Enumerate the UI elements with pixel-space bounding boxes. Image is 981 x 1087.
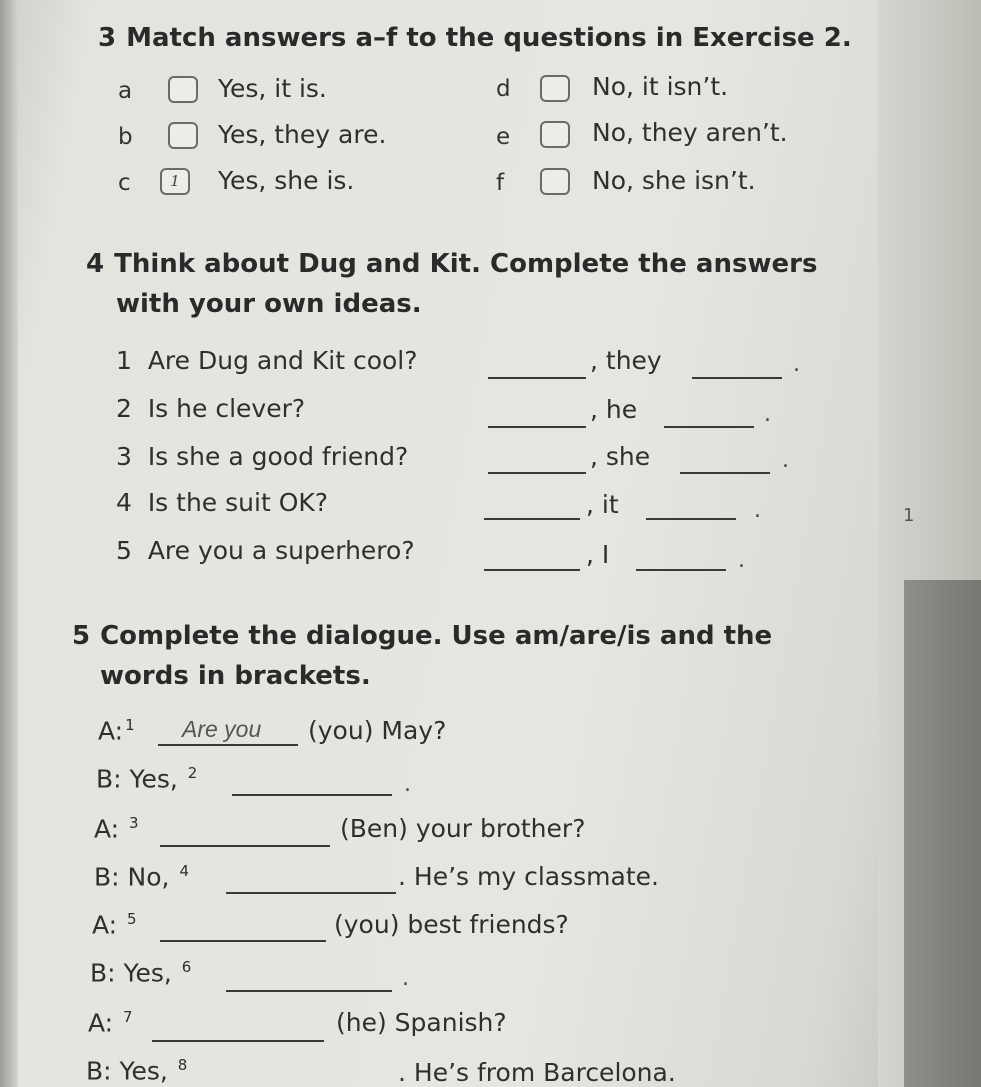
answer-blank[interactable] [160, 845, 330, 847]
exercise-instruction: Think about Dug and Kit. Complete the answers [114, 249, 818, 279]
full-stop: . [404, 772, 411, 797]
answer-blank[interactable] [226, 990, 392, 992]
speaker-label: A: $^5$ [92, 910, 137, 940]
answer-blank[interactable] [636, 569, 726, 571]
answer-text: No, they aren’t. [592, 118, 788, 147]
speaker-label: B: Yes, $^6$ [90, 958, 192, 988]
exercise-5-title-line2: words in brackets. [100, 661, 371, 691]
answer-blank[interactable] [484, 518, 580, 520]
question-text: 3 Is she a good friend? [116, 442, 409, 471]
answer-blank[interactable] [692, 377, 782, 379]
item-letter: c [118, 170, 131, 196]
question-text: 1 Are Dug and Kit cool? [116, 346, 418, 375]
prompt-text: (you) best friends? [334, 910, 569, 939]
answer-box[interactable]: 1 [160, 168, 190, 195]
answer-box[interactable] [540, 121, 570, 148]
speaker-label: B: Yes, $^8$ [86, 1056, 188, 1086]
speaker-label: B: No, $^4$ [94, 862, 189, 892]
full-stop: . [754, 498, 761, 523]
prompt-text: (you) May? [308, 716, 447, 745]
speaker-label: A: $^7$ [88, 1008, 133, 1038]
exercise-instruction: Match answers a–f to the questions in Exercise 2. [126, 23, 852, 53]
full-stop: . [793, 352, 800, 377]
exercise-4-title-line2: with your own ideas. [116, 289, 422, 319]
full-stop: . [402, 966, 409, 991]
margin-mark: 1 [903, 505, 915, 526]
exercise-3-title [98, 20, 852, 56]
page-shadow-left [0, 0, 18, 1087]
full-stop: . [764, 402, 771, 427]
answer-blank[interactable] [226, 892, 396, 894]
exercise-number: 3 [98, 23, 117, 53]
answer-blank[interactable] [488, 426, 586, 428]
answer-box[interactable] [540, 168, 570, 195]
prompt-text: (he) Spanish? [336, 1008, 507, 1037]
answer-blank[interactable] [484, 569, 580, 571]
answer-blank[interactable] [488, 377, 586, 379]
answer-text: No, it isn’t. [592, 72, 729, 101]
answer-blank[interactable] [488, 472, 586, 474]
answer-blank[interactable] [160, 940, 326, 942]
pronoun-text: , I [586, 540, 610, 569]
answer-text: Yes, she is. [218, 166, 355, 195]
pronoun-text: , it [586, 490, 619, 519]
exercise-4-title [86, 246, 817, 282]
adjacent-page-edge [878, 0, 981, 1087]
speaker-label: A: $^1$ [98, 716, 135, 746]
answer-box[interactable] [168, 76, 198, 103]
answer-box[interactable] [168, 122, 198, 149]
answer-blank[interactable] [158, 744, 298, 746]
question-text: 5 Are you a superhero? [116, 536, 415, 565]
speaker-label: A: $^3$ [94, 814, 139, 844]
answer-blank[interactable] [152, 1040, 324, 1042]
answer-blank[interactable] [232, 794, 392, 796]
item-letter: f [496, 170, 505, 196]
prompt-text: (Ben) your brother? [340, 814, 586, 843]
item-letter: e [496, 124, 511, 150]
answer-text: Yes, they are. [218, 120, 387, 149]
full-stop: . [738, 548, 745, 573]
full-stop: . [782, 448, 789, 473]
item-letter: a [118, 78, 133, 104]
pronoun-text: , she [590, 442, 651, 471]
exercise-instruction: Complete the dialogue. Use am/are/is and the [100, 621, 773, 651]
item-letter: b [118, 124, 133, 150]
pronoun-text: , he [590, 395, 638, 424]
answer-blank[interactable] [680, 472, 770, 474]
pronoun-text: , they [590, 346, 662, 375]
question-text: 2 Is he clever? [116, 394, 306, 423]
item-letter: d [496, 76, 511, 102]
exercise-number: 4 [86, 249, 105, 279]
answer-box[interactable] [540, 75, 570, 102]
speaker-label: B: Yes, $^2$ [96, 764, 198, 794]
answer-blank[interactable] [646, 518, 736, 520]
answer-text: No, she isn’t. [592, 166, 756, 195]
prompt-text: . He’s from Barcelona. [398, 1058, 676, 1087]
answer-blank[interactable] [664, 426, 754, 428]
exercise-5-title [72, 618, 772, 654]
exercise-number: 5 [72, 621, 91, 651]
question-text: 4 Is the suit OK? [116, 488, 329, 517]
prompt-text: . He’s my classmate. [398, 862, 659, 891]
answer-text: Yes, it is. [218, 74, 327, 103]
example-answer: Are you [182, 716, 262, 742]
